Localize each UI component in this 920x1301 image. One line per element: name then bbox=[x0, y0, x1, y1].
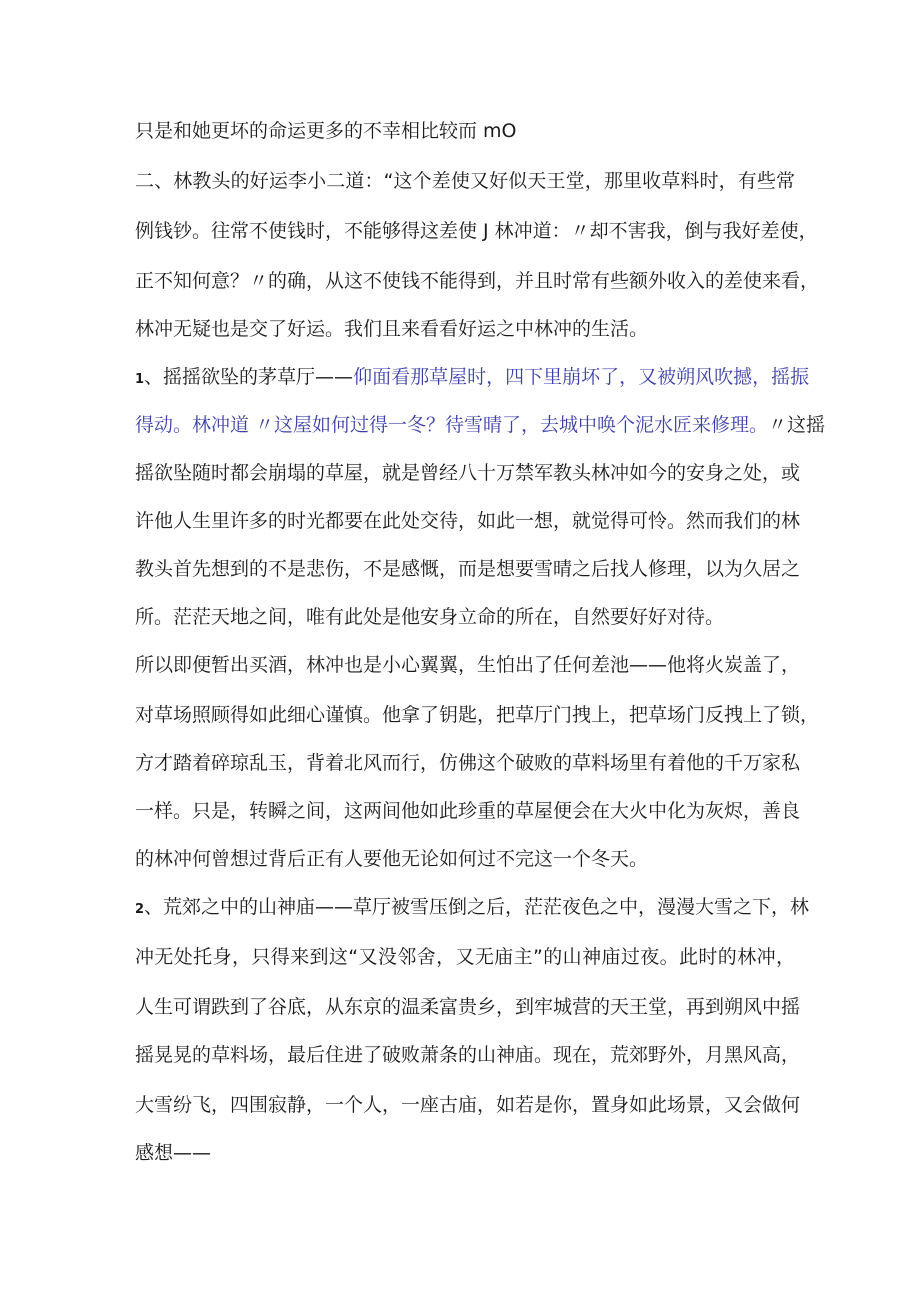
text-line: 只是和她更坏的命运更多的不幸相比较而 mO bbox=[135, 120, 517, 142]
text-line: 许他人生里许多的时光都要在此处交待，如此一想，就觉得可怜。然而我们的林 bbox=[135, 510, 801, 532]
text-line: 得动。林冲道 〃这屋如何过得一冬？待雪晴了，去城中唤个泥水匠来修理。〃这摇 bbox=[135, 414, 826, 436]
text-line: 摇欲坠随时都会崩塌的草屋，就是曾经八十万禁军教头林冲如今的安身之处，或 bbox=[135, 462, 801, 484]
text-line: 一样。只是，转瞬之间，这两间他如此珍重的草屋便会在大火中化为灰烬，善良 bbox=[135, 800, 801, 822]
text-line: 1、摇摇欲坠的茅草厅——仰面看那草屋时，四下里崩坏了，又被朔风吹撼，摇振 bbox=[135, 366, 810, 388]
text-line: 对草场照顾得如此细心谨慎。他拿了钥匙，把草厅门拽上，把草场门反拽上了锁， bbox=[135, 704, 820, 726]
text-line: 教头首先想到的不是悲伤，不是感慨，而是想要雪晴之后找人修理，以为久居之 bbox=[135, 558, 801, 580]
text-line: 所。茫茫天地之间，唯有此处是他安身立命的所在，自然要好好对待。 bbox=[135, 606, 725, 628]
text-line: 冲无处托身，只得来到这“又没邻舍，又无庙主”的山神庙过夜。此时的林冲， bbox=[135, 946, 795, 968]
section-number: 2 bbox=[135, 902, 145, 917]
text-line: 林冲无疑也是交了好运。我们且来看看好运之中林冲的生活。 bbox=[135, 318, 649, 340]
text-line: 2、荒郊之中的山神庙——草厅被雪压倒之后，茫茫夜色之中，漫漫大雪之下，林 bbox=[135, 896, 810, 918]
text-line: 摇晃晃的草料场，最后住进了破败萧条的山神庙。现在，荒郊野外，月黑风高， bbox=[135, 1044, 801, 1066]
text-line: 人生可谓跌到了谷底，从东京的温柔富贵乡，到牢城营的天王堂，再到朔风中摇 bbox=[135, 996, 801, 1018]
text-line: 大雪纷飞，四围寂静，一个人，一座古庙，如若是你，置身如此场景，又会做何 bbox=[135, 1094, 801, 1116]
quoted-text: 仰面看那草屋时，四下里崩坏了，又被朔风吹撼，摇振 bbox=[353, 366, 810, 388]
text-line: 感想—— bbox=[135, 1142, 212, 1164]
text-line: 二、林教头的好运李小二道：“这个差使又好似天王堂，那里收草料时，有些常 bbox=[135, 170, 795, 192]
text-line: 正不知何意？〃的确，从这不使钱不能得到，并且时常有些额外收入的差使来看， bbox=[135, 270, 820, 292]
text-line: 方才踏着碎琼乱玉，背着北风而行，仿佛这个破败的草料场里有着他的千万家私 bbox=[135, 752, 801, 774]
section-number: 1 bbox=[135, 372, 145, 387]
text-line: 例钱钞。往常不使钱时，不能够得这差使 J 林冲道：〃却不害我，倒与我好差使， bbox=[135, 220, 818, 242]
text-line: 所以即便暂出买酒，林冲也是小心翼翼，生怕出了任何差池——他将火炭盖了， bbox=[135, 654, 801, 676]
text-line: 的林冲何曾想过背后正有人要他无论如何过不完这一个冬天。 bbox=[135, 848, 649, 870]
quoted-text: 得动。林冲道 〃这屋如何过得一冬？待雪晴了，去城中唤个泥水匠来修理。 bbox=[135, 414, 769, 436]
